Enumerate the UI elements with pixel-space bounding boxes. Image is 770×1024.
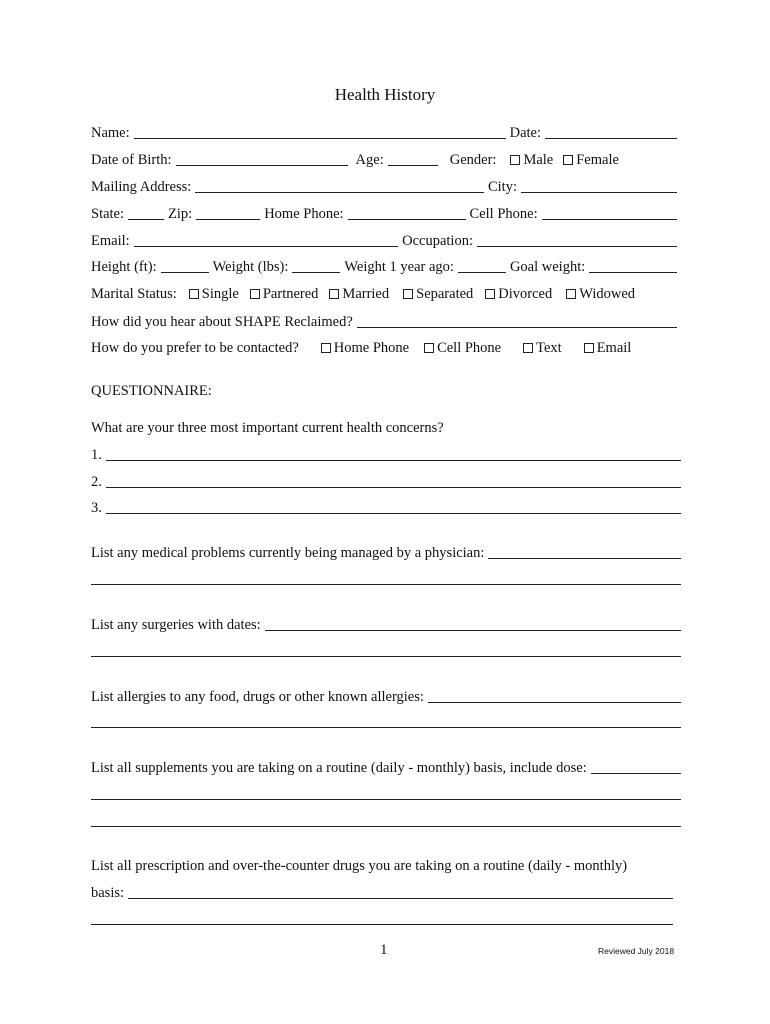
- medical-problems-row: [91, 542, 681, 562]
- concern-field-3[interactable]: [106, 499, 681, 514]
- allergies-field[interactable]: [428, 688, 681, 703]
- checkbox-icon: [566, 289, 576, 299]
- surgeries-extra-line[interactable]: [91, 656, 681, 657]
- contact-preference-row: [91, 337, 681, 357]
- page-number: 1: [380, 942, 388, 958]
- email-field[interactable]: [134, 232, 398, 247]
- checkbox-icon: [403, 289, 413, 299]
- city-field[interactable]: [521, 178, 677, 193]
- cell-phone-field[interactable]: [542, 205, 677, 220]
- mailing-label: Mailing Address:: [91, 179, 192, 195]
- contact-option-email[interactable]: Email: [584, 340, 632, 357]
- supplements-row: [91, 757, 681, 777]
- weight-field[interactable]: [292, 258, 340, 273]
- age-field[interactable]: [388, 151, 438, 166]
- checkbox-icon: [321, 343, 331, 353]
- supplements-label: List all supplements you are taking on a routine (daily - monthly) basis, include dose:: [91, 760, 587, 776]
- medical-problems-field[interactable]: [488, 544, 681, 559]
- marital-option-widowed[interactable]: Widowed: [566, 286, 635, 303]
- city-label: City:: [487, 179, 517, 195]
- occupation-label: Occupation:: [402, 233, 473, 249]
- prescriptions-basis-label: basis:: [91, 885, 125, 901]
- marital-option-single[interactable]: Single: [189, 286, 239, 303]
- name-label: Name:: [91, 125, 130, 141]
- allergies-label: List allergies to any food, drugs or other known allergies:: [91, 689, 424, 705]
- home-phone-field[interactable]: [348, 205, 466, 220]
- allergies-extra-line[interactable]: [91, 727, 681, 728]
- name-field[interactable]: [134, 124, 506, 139]
- home-phone-label: Home Phone:: [264, 206, 344, 222]
- medical-problems-extra-line[interactable]: [91, 584, 681, 585]
- name-date-row: [91, 122, 681, 142]
- gender-option-female[interactable]: Female: [563, 152, 619, 169]
- questionnaire-heading: QUESTIONNAIRE:: [91, 383, 212, 399]
- weight-label: Weight (lbs):: [212, 259, 289, 275]
- concern-row: [91, 444, 681, 464]
- gender-option-male[interactable]: Male: [510, 152, 553, 169]
- goal-weight-field[interactable]: [589, 258, 677, 273]
- prescriptions-basis-row: [91, 882, 681, 902]
- reviewed-date: Reviewed July 2018: [598, 946, 675, 956]
- questionnaire-heading-row: [91, 380, 681, 400]
- contact-option-home-phone[interactable]: Home Phone: [321, 340, 409, 357]
- marital-option-married[interactable]: Married: [329, 286, 389, 303]
- marital-label: Marital Status:: [91, 286, 177, 302]
- date-field[interactable]: [545, 124, 677, 139]
- concern-field-1[interactable]: [106, 446, 681, 461]
- checkbox-icon: [424, 343, 434, 353]
- dob-label: Date of Birth:: [91, 152, 172, 168]
- weight-year-label: Weight 1 year ago:: [344, 259, 454, 275]
- email-row: [91, 230, 681, 250]
- checkbox-icon: [510, 155, 520, 165]
- marital-option-divorced[interactable]: Divorced: [485, 286, 552, 303]
- supplements-field[interactable]: [591, 759, 681, 774]
- checkbox-icon: [523, 343, 533, 353]
- concern-field-2[interactable]: [106, 473, 681, 488]
- referral-field[interactable]: [357, 313, 677, 328]
- dob-row: [91, 149, 681, 169]
- checkbox-icon: [563, 155, 573, 165]
- gender-label: Gender:: [449, 152, 497, 168]
- concerns-question-row: [91, 417, 681, 437]
- age-label: Age:: [355, 152, 384, 168]
- concern-number: 1.: [91, 447, 102, 463]
- prescriptions-field[interactable]: [128, 884, 673, 899]
- contact-option-cell-phone[interactable]: Cell Phone: [424, 340, 501, 357]
- occupation-field[interactable]: [477, 232, 677, 247]
- contact-option-text[interactable]: Text: [523, 340, 562, 357]
- height-weight-row: [91, 256, 681, 276]
- surgeries-row: [91, 614, 681, 634]
- email-label: Email:: [91, 233, 130, 249]
- prescriptions-label: List all prescription and over-the-counter drugs you are taking on a routine (daily - monthly): [91, 858, 628, 874]
- height-field[interactable]: [161, 258, 209, 273]
- concern-row: [91, 471, 681, 491]
- marital-option-partnered[interactable]: Partnered: [250, 286, 319, 303]
- address-row: [91, 176, 681, 196]
- concern-number: 3.: [91, 500, 102, 516]
- date-label: Date:: [509, 125, 541, 141]
- zip-field[interactable]: [196, 205, 260, 220]
- checkbox-icon: [329, 289, 339, 299]
- dob-field[interactable]: [176, 151, 348, 166]
- checkbox-icon: [189, 289, 199, 299]
- mailing-field[interactable]: [195, 178, 484, 193]
- concern-number: 2.: [91, 474, 102, 490]
- marital-option-separated[interactable]: Separated: [403, 286, 473, 303]
- contact-phones-row: [91, 203, 681, 223]
- weight-year-field[interactable]: [458, 258, 506, 273]
- state-field[interactable]: [128, 205, 164, 220]
- prescriptions-extra-line[interactable]: [91, 924, 673, 925]
- state-label: State:: [91, 206, 125, 222]
- supplements-extra-line[interactable]: [91, 799, 681, 800]
- prescriptions-row: [91, 855, 681, 875]
- zip-label: Zip:: [168, 206, 193, 222]
- medical-problems-label: List any medical problems currently being managed by a physician:: [91, 545, 485, 561]
- supplements-extra-line[interactable]: [91, 826, 681, 827]
- marital-row: [91, 283, 681, 303]
- checkbox-icon: [250, 289, 260, 299]
- allergies-row: [91, 686, 681, 706]
- surgeries-label: List any surgeries with dates:: [91, 617, 261, 633]
- checkbox-icon: [485, 289, 495, 299]
- concerns-question: What are your three most important current health concerns?: [91, 420, 444, 436]
- cell-phone-label: Cell Phone:: [469, 206, 538, 222]
- referral-row: [91, 311, 681, 331]
- surgeries-field[interactable]: [265, 616, 681, 631]
- goal-weight-label: Goal weight:: [509, 259, 586, 275]
- height-label: Height (ft):: [91, 259, 157, 275]
- referral-label: How did you hear about SHAPE Reclaimed?: [91, 314, 353, 330]
- contact-label: How do you prefer to be contacted?: [91, 340, 299, 356]
- concern-row: [91, 497, 681, 517]
- form-title: Health History: [334, 85, 436, 104]
- checkbox-icon: [584, 343, 594, 353]
